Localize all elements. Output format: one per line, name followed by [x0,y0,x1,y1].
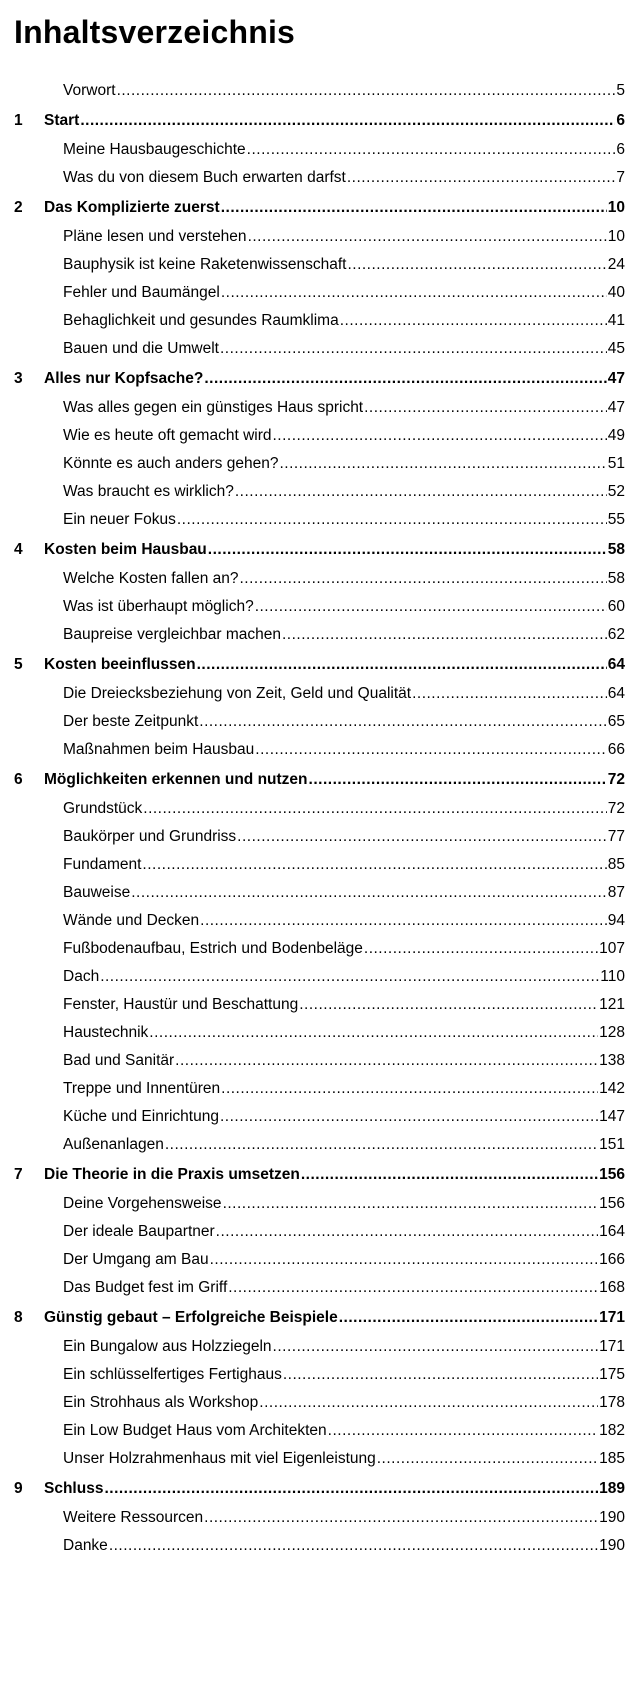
page-number: 85 [607,856,625,873]
page-number: 55 [607,511,625,528]
toc-line [44,199,625,217]
dot-leader [131,884,607,902]
section-title[interactable]: Fenster, Haustür und Beschattung [63,996,299,1013]
toc-line [63,1366,625,1384]
section-title[interactable]: Ein Strohhaus als Workshop [63,1394,259,1411]
section-title[interactable]: Der Umgang am Bau [63,1251,209,1268]
toc-entry[interactable] [0,477,636,501]
dot-leader [199,713,606,731]
toc-entry[interactable] [0,1360,636,1384]
dot-leader [377,1450,598,1468]
toc-entry[interactable] [0,1503,636,1527]
section-title[interactable]: Was ist überhaupt möglich? [63,598,254,615]
toc-line [63,1080,625,1098]
dot-leader [143,800,606,818]
toc-line [63,828,625,846]
toc-entry[interactable] [0,934,636,958]
toc-entry[interactable] [0,1074,636,1098]
section-title[interactable]: Der ideale Baupartner [63,1223,215,1240]
toc-entry[interactable] [0,222,636,246]
toc-entry[interactable] [0,878,636,902]
page-number: 189 [599,1479,625,1497]
dot-leader [221,1080,598,1098]
toc-entry[interactable] [0,278,636,302]
dot-leader [283,1366,598,1384]
section-title[interactable]: Welche Kosten fallen an? [63,570,239,587]
section-title[interactable]: Behaglichkeit und gesundes Raumklima [63,312,339,329]
section-title[interactable]: Bad und Sanitär [63,1052,175,1069]
page-number: 77 [607,828,625,845]
toc-entry[interactable] [0,1046,636,1070]
dot-leader [248,228,607,246]
section-title[interactable]: Wie es heute oft gemacht wird [63,427,272,444]
toc-chapter[interactable] [0,193,636,217]
toc-chapter[interactable] [0,364,636,388]
dot-leader [210,1251,599,1269]
toc-entry[interactable] [0,334,636,358]
toc-line [44,541,625,559]
toc-entry[interactable] [0,822,636,846]
page-number: 60 [607,598,625,615]
toc-line [63,626,625,644]
page-number: 110 [600,968,625,985]
toc-entry[interactable] [0,1416,636,1440]
toc-line [63,427,625,445]
page-number: 72 [607,770,625,788]
dot-leader [221,284,607,302]
section-title[interactable]: Fundament [63,856,142,873]
toc-line [44,656,625,674]
page-number: 65 [607,713,625,730]
page-number: 6 [616,141,625,158]
toc-entry[interactable] [0,1332,636,1356]
chapter-title[interactable]: Das Komplizierte zuerst [44,198,220,216]
section-title[interactable]: Küche und Einrichtung [63,1108,219,1125]
toc-line [63,741,625,759]
page-number: 166 [599,1251,625,1268]
toc-line [63,570,625,588]
toc-line [63,141,625,159]
chapter-number: 2 [14,198,23,216]
dot-leader [204,1509,598,1527]
dot-leader [175,1052,598,1070]
dot-leader [279,455,606,473]
toc-line [63,82,625,100]
dot-leader [273,427,607,445]
page-number: 64 [607,685,625,702]
section-title[interactable]: Maßnahmen beim Hausbau [63,741,255,758]
toc-line [63,1223,625,1241]
section-title[interactable]: Bauphysik ist keine Raketenwissenschaft [63,256,347,273]
toc-line [63,685,625,703]
toc-entry[interactable] [0,592,636,616]
section-title[interactable]: Was du von diesem Buch erwarten darfst [63,169,346,186]
dot-leader [364,399,607,417]
toc-entry[interactable] [0,421,636,445]
toc-entry[interactable] [0,250,636,274]
page-number: 58 [607,540,625,558]
toc-chapter[interactable] [0,1474,636,1498]
dot-leader [340,312,607,330]
page-number: 156 [599,1195,625,1212]
page-number: 171 [599,1338,625,1355]
section-title[interactable]: Weitere Ressourcen [63,1509,204,1526]
section-title[interactable]: Was braucht es wirklich? [63,483,234,500]
page-number: 175 [599,1366,625,1383]
page-number: 47 [607,369,625,387]
dot-leader [216,1223,598,1241]
page-number: 64 [607,655,625,673]
toc-entry[interactable] [0,393,636,417]
dot-leader [299,996,598,1014]
page-title: Inhaltsverzeichnis [14,14,296,50]
toc-line [63,511,625,529]
chapter-number: 5 [14,655,23,673]
chapter-number: 4 [14,540,23,558]
toc-entry[interactable] [0,1130,636,1154]
toc-line [63,1450,625,1468]
chapter-title[interactable]: Schluss [44,1479,104,1497]
dot-leader [301,1166,598,1184]
toc-line [63,284,625,302]
toc-line [63,884,625,902]
dot-leader [339,1309,598,1327]
toc-line [63,169,625,187]
toc-line [63,1509,625,1527]
dot-leader [259,1394,598,1412]
page-number: 151 [599,1136,625,1153]
toc-chapter[interactable] [0,1303,636,1327]
dot-leader [177,511,607,529]
page-number: 62 [607,626,625,643]
dot-leader [149,1024,598,1042]
toc-line [63,1136,625,1154]
section-title[interactable]: Wände und Decken [63,912,200,929]
section-title[interactable]: Das Budget fest im Griff [63,1279,228,1296]
page-number: 52 [607,483,625,500]
dot-leader [221,199,607,217]
section-title[interactable]: Ein neuer Fokus [63,511,176,528]
toc-line [63,256,625,274]
chapter-number: 6 [14,770,23,788]
toc-entry[interactable] [0,735,636,759]
dot-leader [412,685,607,703]
toc-entry[interactable] [0,990,636,1014]
dot-leader [282,626,607,644]
page-number: 147 [599,1108,625,1125]
section-title[interactable]: Bauen und die Umwelt [63,340,219,357]
section-title[interactable]: Pläne lesen und verstehen [63,228,247,245]
toc-entry[interactable] [0,962,636,986]
dot-leader [200,912,607,930]
toc-line [63,996,625,1014]
toc-line [63,856,625,874]
page-number: 171 [599,1308,625,1326]
page-number: 51 [607,455,625,472]
toc-line [63,1279,625,1297]
page-number: 190 [599,1509,625,1526]
toc-line [44,771,625,789]
page-number: 128 [599,1024,625,1041]
toc-entry[interactable] [0,1245,636,1269]
toc-entry[interactable] [0,1018,636,1042]
dot-leader [309,771,607,789]
chapter-title[interactable]: Möglichkeiten erkennen und nutzen [44,770,308,788]
toc-entry[interactable] [0,794,636,818]
toc-line [44,1166,625,1184]
section-title[interactable]: Baupreise vergleichbar machen [63,626,281,643]
dot-leader [328,1422,598,1440]
dot-leader [142,856,606,874]
toc-line [63,312,625,330]
page-number: 66 [607,741,625,758]
toc-line [63,598,625,616]
toc-line [63,455,625,473]
toc-entry[interactable] [0,707,636,731]
toc-line [63,1108,625,1126]
section-title[interactable]: Was alles gegen ein günstiges Haus spricht [63,399,364,416]
toc-line [63,228,625,246]
dot-leader [220,340,607,358]
toc-line [44,1480,625,1498]
page-number: 168 [599,1279,625,1296]
page-number: 107 [599,940,625,957]
dot-leader [100,968,599,986]
toc-chapter[interactable] [0,765,636,789]
toc-entry[interactable] [0,306,636,330]
toc-entry[interactable] [0,906,636,930]
chapter-number: 1 [14,111,23,129]
page-number: 138 [599,1052,625,1069]
toc-entry[interactable] [0,1444,636,1468]
page-number: 49 [607,427,625,444]
chapter-title[interactable]: Start [44,111,80,129]
section-title[interactable]: Meine Hausbaugeschichte [63,141,246,158]
toc-line [63,1537,625,1555]
toc-line [63,968,625,986]
toc-entry[interactable] [0,1531,636,1555]
chapter-title[interactable]: Kosten beeinflussen [44,655,196,673]
toc-entry[interactable] [0,850,636,874]
toc-line [63,1024,625,1042]
dot-leader [347,169,616,187]
section-title[interactable]: Grundstück [63,800,143,817]
toc-line [63,912,625,930]
section-title[interactable]: Unser Holzrahmenhaus mit viel Eigenleistung [63,1450,376,1467]
dot-leader [80,112,615,130]
toc-line [63,1251,625,1269]
toc-entry[interactable] [0,679,636,703]
section-title[interactable]: Außenanlagen [63,1136,164,1153]
section-title[interactable]: Treppe und Innentüren [63,1080,221,1097]
page-number: 164 [599,1223,625,1240]
page-number: 47 [607,399,625,416]
page-number: 45 [607,340,625,357]
dot-leader [204,370,606,388]
page-number: 72 [607,800,625,817]
toc-line [63,1394,625,1412]
section-title[interactable]: Baukörper und Grundriss [63,828,237,845]
section-title[interactable]: Fußbodenaufbau, Estrich und Bodenbeläge [63,940,363,957]
toc-entry[interactable] [0,620,636,644]
toc-entry[interactable] [0,449,636,473]
page-number: 156 [599,1165,625,1183]
section-title[interactable]: Fehler und Baumängel [63,284,220,301]
dot-leader [240,570,607,588]
chapter-number: 8 [14,1308,23,1326]
toc-entry[interactable] [0,505,636,529]
section-title[interactable]: Könnte es auch anders gehen? [63,455,279,472]
page-number: 121 [599,996,625,1013]
section-title[interactable]: Die Dreiecksbeziehung von Zeit, Geld und Qualität [63,685,412,702]
section-title[interactable]: Deine Vorgehensweise [63,1195,222,1212]
section-title[interactable]: Ein Bungalow aus Holzziegeln [63,1338,272,1355]
page-number: 185 [599,1450,625,1467]
page-number: 190 [599,1537,625,1554]
section-title[interactable]: Bauweise [63,884,131,901]
dot-leader [247,141,616,159]
toc-chapter[interactable] [0,106,636,130]
toc-line [63,483,625,501]
section-title[interactable]: Ein schlüsselfertiges Fertighaus [63,1366,282,1383]
section-title[interactable]: Vorwort [63,82,116,99]
dot-leader [237,828,607,846]
dot-leader [165,1136,598,1154]
toc-line [63,800,625,818]
toc-entry[interactable] [0,1189,636,1213]
dot-leader [197,656,607,674]
dot-leader [347,256,606,274]
toc-chapter[interactable] [0,535,636,559]
section-title[interactable]: Haustechnik [63,1024,149,1041]
dot-leader [208,541,607,559]
toc-entry[interactable] [0,1388,636,1412]
toc-entry[interactable] [0,564,636,588]
chapter-number: 7 [14,1165,23,1183]
page-number: 40 [607,284,625,301]
chapter-number: 3 [14,369,23,387]
dot-leader [255,598,607,616]
page-number: 41 [607,312,625,329]
toc-entry[interactable] [0,1273,636,1297]
section-title[interactable]: Der beste Zeitpunkt [63,713,199,730]
dot-leader [104,1480,598,1498]
page-number: 58 [607,570,625,587]
toc-line [63,1195,625,1213]
toc-line [63,399,625,417]
page-number: 6 [616,111,625,129]
page-number: 87 [607,884,625,901]
toc-line [63,340,625,358]
page-number: 10 [607,198,625,216]
page-number: 5 [616,82,625,99]
page-number: 182 [599,1422,625,1439]
page-number: 178 [599,1394,625,1411]
dot-leader [109,1537,598,1555]
toc-chapter[interactable] [0,1160,636,1184]
toc-line [63,1338,625,1356]
page-number: 24 [607,256,625,273]
toc-entry[interactable] [0,1217,636,1241]
toc-line [63,1052,625,1070]
dot-leader [228,1279,598,1297]
toc-line [44,112,625,130]
page-number: 94 [607,912,625,929]
chapter-title[interactable]: Die Theorie in die Praxis umsetzen [44,1165,300,1183]
section-title[interactable]: Dach [63,968,100,985]
dot-leader [223,1195,599,1213]
dot-leader [235,483,607,501]
page-number: 10 [607,228,625,245]
dot-leader [273,1338,599,1356]
toc-line [44,370,625,388]
chapter-title[interactable]: Kosten beim Hausbau [44,540,207,558]
toc-entry[interactable] [0,1102,636,1126]
toc-entry[interactable] [0,76,636,100]
toc-line [44,1309,625,1327]
toc-entry[interactable] [0,163,636,187]
chapter-title[interactable]: Alles nur Kopfsache? [44,369,204,387]
toc-entry[interactable] [0,135,636,159]
dot-leader [364,940,598,958]
dot-leader [117,82,616,100]
toc-line [63,713,625,731]
page-number: 7 [616,169,625,186]
chapter-number: 9 [14,1479,23,1497]
toc-chapter[interactable] [0,650,636,674]
page-number: 142 [599,1080,625,1097]
section-title[interactable]: Danke [63,1537,108,1554]
section-title[interactable]: Ein Low Budget Haus vom Architekten [63,1422,327,1439]
toc-line [63,1422,625,1440]
toc-line [63,940,625,958]
dot-leader [255,741,606,759]
dot-leader [220,1108,598,1126]
chapter-title[interactable]: Günstig gebaut – Erfolgreiche Beispiele [44,1308,338,1326]
